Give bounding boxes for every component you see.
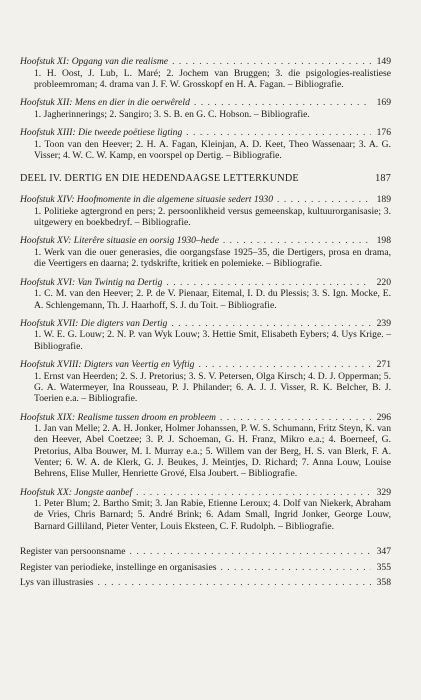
page-number: 198 xyxy=(376,235,391,247)
dot-leader xyxy=(186,127,371,139)
toc-entry xyxy=(20,194,391,228)
part-heading xyxy=(20,173,391,184)
toc-entry-heading xyxy=(20,277,391,289)
toc-entry xyxy=(20,235,391,269)
chapter-contents: 1. H. Oost, J. Lub, L. Maré; 2. Jochem van Bruggen; 3. die psigologies-realistiese probleemroman; 4. drama van J. F. W. Grosskopf en H. A. Fagan. – Bibliografie. xyxy=(34,67,391,90)
page-number: 296 xyxy=(376,411,391,423)
page-number: 189 xyxy=(376,194,391,206)
chapter-contents: 1. Toon van den Heever; 2. H. A. Fagan, Kleinjan, A. D. Keet, Theo Wassenaar; 3. A. G. Visser; 4. W. C. W. Kamp, en voorspel op Dertig. – Bibliografie. xyxy=(34,138,391,161)
dot-leader xyxy=(166,277,371,289)
page-number: 149 xyxy=(376,56,391,67)
toc-entry-heading xyxy=(20,412,391,424)
toc-entry-heading xyxy=(20,56,391,68)
page-number: 358 xyxy=(376,577,391,589)
index-entry xyxy=(20,562,391,574)
dot-leader xyxy=(220,562,371,574)
chapter-title: Hoofstuk XIII: Die tweede poëtiese ligting xyxy=(20,127,183,139)
chapter-title: Hoofstuk XVII: Die digters van Dertig xyxy=(20,317,168,329)
chapter-list-part-4 xyxy=(20,194,391,532)
dot-leader xyxy=(220,412,371,424)
index-title: Lys van illustrasies xyxy=(20,577,94,589)
index-list xyxy=(20,546,391,589)
table-of-contents xyxy=(20,56,391,593)
toc-entry-heading xyxy=(20,97,391,109)
chapter-contents: 1. W. E. G. Louw; 2. N. P. van Wyk Louw; 3. Hettie Smit, Elisabeth Eybers; 4. Uys Krige. – Bibliografie. xyxy=(34,329,391,352)
chapter-contents: 1. Jagherinnerings; 2. Sangiro; 3. S. B. en G. C. Hobson. – Bibliografie. xyxy=(34,108,310,120)
index-title: Register van persoonsname xyxy=(20,546,126,558)
dot-leader xyxy=(223,235,371,247)
toc-entry xyxy=(20,97,391,120)
chapter-title: Hoofstuk XVI: Van Twintig na Dertig xyxy=(20,276,163,288)
chapter-title: Hoofstuk XV: Literêre situasie en oorsig 1930–hede xyxy=(20,235,219,247)
toc-entry-heading xyxy=(20,127,391,139)
chapter-title: Hoofstuk XIX: Realisme tussen droom en probleem xyxy=(20,411,216,423)
toc-entry xyxy=(20,318,391,352)
toc-entry-heading xyxy=(20,235,391,247)
index-title: Register van periodieke, instellinge en organisasies xyxy=(20,561,217,573)
toc-entry-heading xyxy=(20,359,391,371)
chapter-contents: 1. Jan van Melle; 2. A. H. Jonker, Holmer Johanssen, P. W. S. Schumann, Fritz Steyn, K. van den Heever, Abel Coetzee; 3. P. J. Schoeman, G. H. Franz, Mikro e.a.; 4. Boerneef, G. Pretorius, Alba Bouwer, M. I. Murray e.a.; 5. Willem van der Berg, H. S. van Blerk, F. A. Venter; 6. W. A. de Klerk, G. J. Beukes, J. Meintjes, D. Richard; 7. Anna Louw, Louise Behrens, Elise Muller, Henriette Grové, Elsa Joubert. – Bibliografie. xyxy=(34,423,391,480)
chapter-title: Hoofstuk XII: Mens en dier in die oerwêreld xyxy=(20,97,190,109)
page-number: 239 xyxy=(376,317,391,329)
page-number: 355 xyxy=(376,561,391,573)
chapter-contents: 1. Politieke agtergrond en pers; 2. persoonlikheid versus gemeenskap, kultuurorganisasie; 3. uitgewery en boekbedryf. – Bibliografie. xyxy=(34,205,391,229)
toc-entry xyxy=(20,487,391,532)
dot-leader xyxy=(194,97,371,109)
page-number: 169 xyxy=(376,97,391,109)
dot-leader xyxy=(98,577,371,589)
dot-leader xyxy=(130,546,371,558)
toc-entry xyxy=(20,277,391,311)
toc-entry xyxy=(20,359,391,404)
page-number: 347 xyxy=(376,546,391,558)
part-title: DEEL IV. DERTIG EN DIE HEDENDAAGSE LETTERKUNDE xyxy=(20,173,299,185)
dot-leader xyxy=(136,487,371,499)
toc-entry-heading xyxy=(20,487,391,499)
page-number: 220 xyxy=(376,276,391,288)
chapter-title: Hoofstuk XI: Opgang van die realisme xyxy=(20,56,169,67)
index-entry xyxy=(20,577,391,589)
dot-leader xyxy=(171,318,371,330)
chapter-title: Hoofstuk XIV: Hoofmomente in die algemene situasie sedert 1930 xyxy=(20,194,274,206)
dot-leader xyxy=(172,56,371,68)
chapter-contents: 1. Ernst van Heerden; 2. S. J. Pretorius; 3. S. V. Petersen, Olga Kirsch; 4. D. J. Opperman; 5. G. A. Watermeyer, Ina Rousseau, P. J. Philander; 6. A. J. J. Visser, R. K. Belcher, B. J. Toerien e.a. – Bibliografie. xyxy=(34,370,391,405)
toc-entry-heading xyxy=(20,194,391,206)
chapter-contents: 1. Werk van die ouer generasies, die oorgangsfase 1925–35, die Dertigers, prosa en drama, die Veertigers en daarna; 2. tydskrifte, kritiek en polemieke. – Bibliografie. xyxy=(34,247,391,270)
dot-leader xyxy=(198,359,371,371)
toc-entry xyxy=(20,56,391,90)
page-number: 329 xyxy=(376,486,391,498)
part-page-number: 187 xyxy=(375,173,391,185)
chapter-title: Hoofstuk XVIII: Digters van Veertig en Vyftig xyxy=(20,359,195,371)
page-number: 271 xyxy=(376,359,391,371)
chapter-title: Hoofstuk XX: Jongste aanbef xyxy=(20,486,133,498)
index-entry xyxy=(20,546,391,558)
page-number: 176 xyxy=(376,127,391,139)
toc-entry-heading xyxy=(20,318,391,330)
chapter-contents: 1. C. M. van den Heever; 2. P. de V. Pienaar, Eitemal, I. D. du Plessis; 3. S. Ign. Mocke, E. A. Schlengemann, Th. J. Haarhoff, S. J. du Toit. – Bibliografie. xyxy=(34,288,391,311)
chapter-list-part-3 xyxy=(20,56,391,161)
toc-entry xyxy=(20,412,391,480)
dot-leader xyxy=(277,194,371,206)
chapter-contents: 1. Peter Blum; 2. Bartho Smit; 3. Jan Rabie, Etienne Leroux; 4. Dolf van Niekerk, Abraham de Vries, Chris Barnard; 5. André Brink; 6. Adam Small, Ingrid Jonker, George Louw, Barnard Gilliland, Pieter Venter, Louis Eksteen, C. F. Rudolph. – Bibliografie. xyxy=(34,498,391,532)
toc-entry xyxy=(20,127,391,161)
